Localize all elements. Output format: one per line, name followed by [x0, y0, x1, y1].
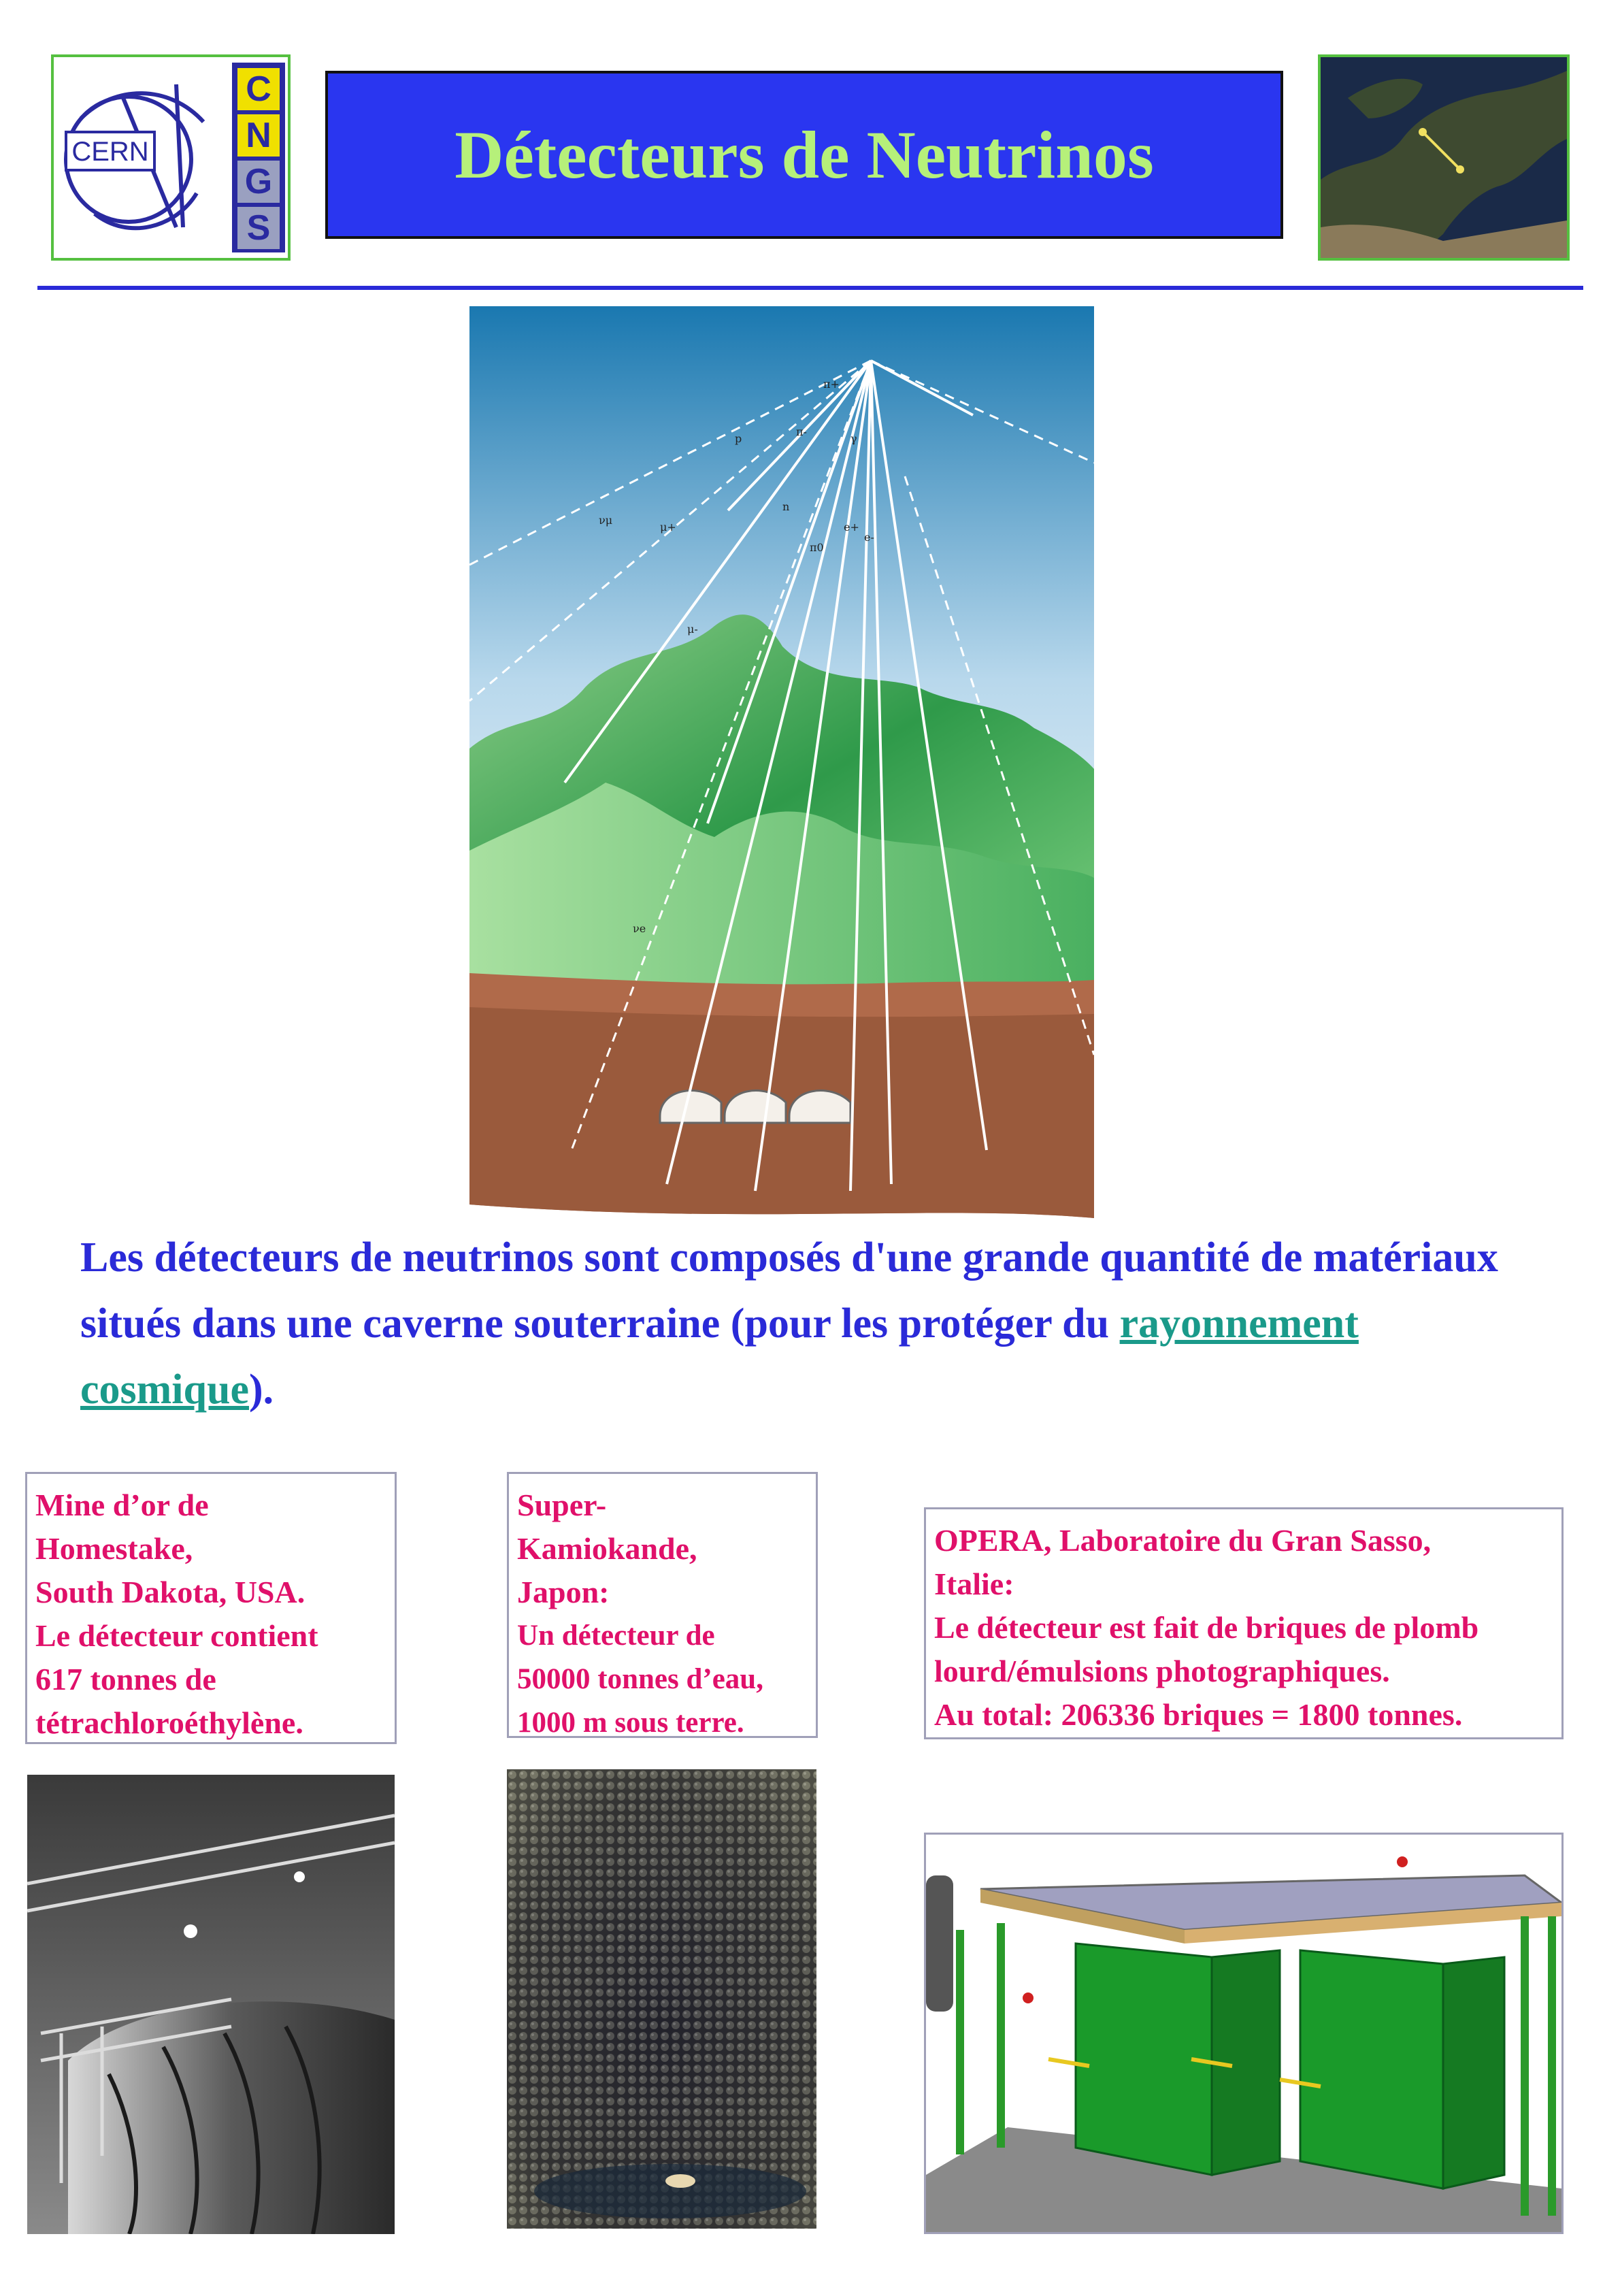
homestake-detector-photo [27, 1775, 395, 2234]
caption-line: Super- [517, 1488, 607, 1522]
particle-label: π0 [810, 541, 824, 554]
europe-satellite-map-icon [1321, 57, 1567, 258]
particle-label: p [735, 432, 742, 445]
caption-line: Kamiokande, [517, 1531, 697, 1566]
caption-line: 1000 m sous terre. [517, 1707, 744, 1739]
intro-text-end: ). [249, 1366, 274, 1413]
caption-line: Au total: 206336 briques = 1800 tonnes. [934, 1697, 1463, 1732]
homestake-tank-icon [27, 1775, 395, 2234]
caption-kamiokande [507, 1472, 818, 1738]
caption-line: 617 tonnes de [35, 1662, 216, 1696]
caption-homestake [25, 1472, 397, 1744]
caption-line: South Dakota, USA. [35, 1575, 305, 1609]
caption-line: Homestake, [35, 1531, 193, 1566]
caption-line: OPERA, Laboratoire du Gran Sasso, [934, 1523, 1432, 1558]
cngs-letter-g: G [244, 162, 273, 201]
cosmic-ray-shower-illustration [469, 306, 1094, 1218]
caption-line: lourd/émulsions photographiques. [934, 1654, 1390, 1688]
caption-line: tétrachloroéthylène. [35, 1705, 303, 1740]
particle-label: π- [796, 425, 807, 438]
title-banner [325, 71, 1283, 239]
intro-text: Les détecteurs de neutrinos sont composés d'une grande quantité de matériaux situés dans une caverne souterraine (pour les protéger du [80, 1234, 1498, 1347]
particle-label: n [782, 500, 790, 513]
caption-line: Mine d’or de [35, 1488, 209, 1522]
caption-line: 50000 tonnes d’eau, [517, 1663, 763, 1695]
caption-opera [924, 1507, 1564, 1739]
particle-label: νμ [599, 514, 613, 527]
photomultiplier-wall-icon [507, 1769, 816, 2229]
intro-paragraph [80, 1225, 1543, 1423]
europe-map-image [1318, 54, 1570, 261]
caption-line: Italie: [934, 1567, 1014, 1601]
cngs-letter-s: S [246, 208, 271, 248]
particle-label: μ- [687, 623, 698, 636]
particle-label: νe [633, 922, 646, 935]
opera-detector-diagram [924, 1833, 1564, 2234]
particle-label: e+ [844, 521, 859, 534]
particle-label: π+ [823, 378, 840, 391]
super-kamiokande-photo [507, 1769, 816, 2229]
cngs-letter-c: C [246, 69, 271, 109]
header-divider [37, 286, 1583, 290]
caption-line: Un détecteur de [517, 1620, 715, 1652]
particle-label: μ+ [660, 521, 676, 534]
particle-label: e- [864, 531, 874, 544]
cern-cngs-logo [51, 54, 291, 261]
particle-label: γ [850, 432, 857, 445]
cosmic-radiation-link[interactable]: rayonnement cosmique [80, 1300, 1359, 1413]
cern-logo-icon [54, 57, 288, 258]
cern-logo-text: CERN [71, 137, 149, 167]
caption-line: Le détecteur contient [35, 1618, 318, 1653]
opera-detector-icon [926, 1835, 1561, 2232]
cngs-letter-n: N [246, 116, 271, 155]
caption-line: Japon: [517, 1575, 610, 1609]
page-title: Détecteurs de Neutrinos [454, 117, 1154, 193]
caption-line: Le détecteur est fait de briques de plomb [934, 1610, 1479, 1645]
